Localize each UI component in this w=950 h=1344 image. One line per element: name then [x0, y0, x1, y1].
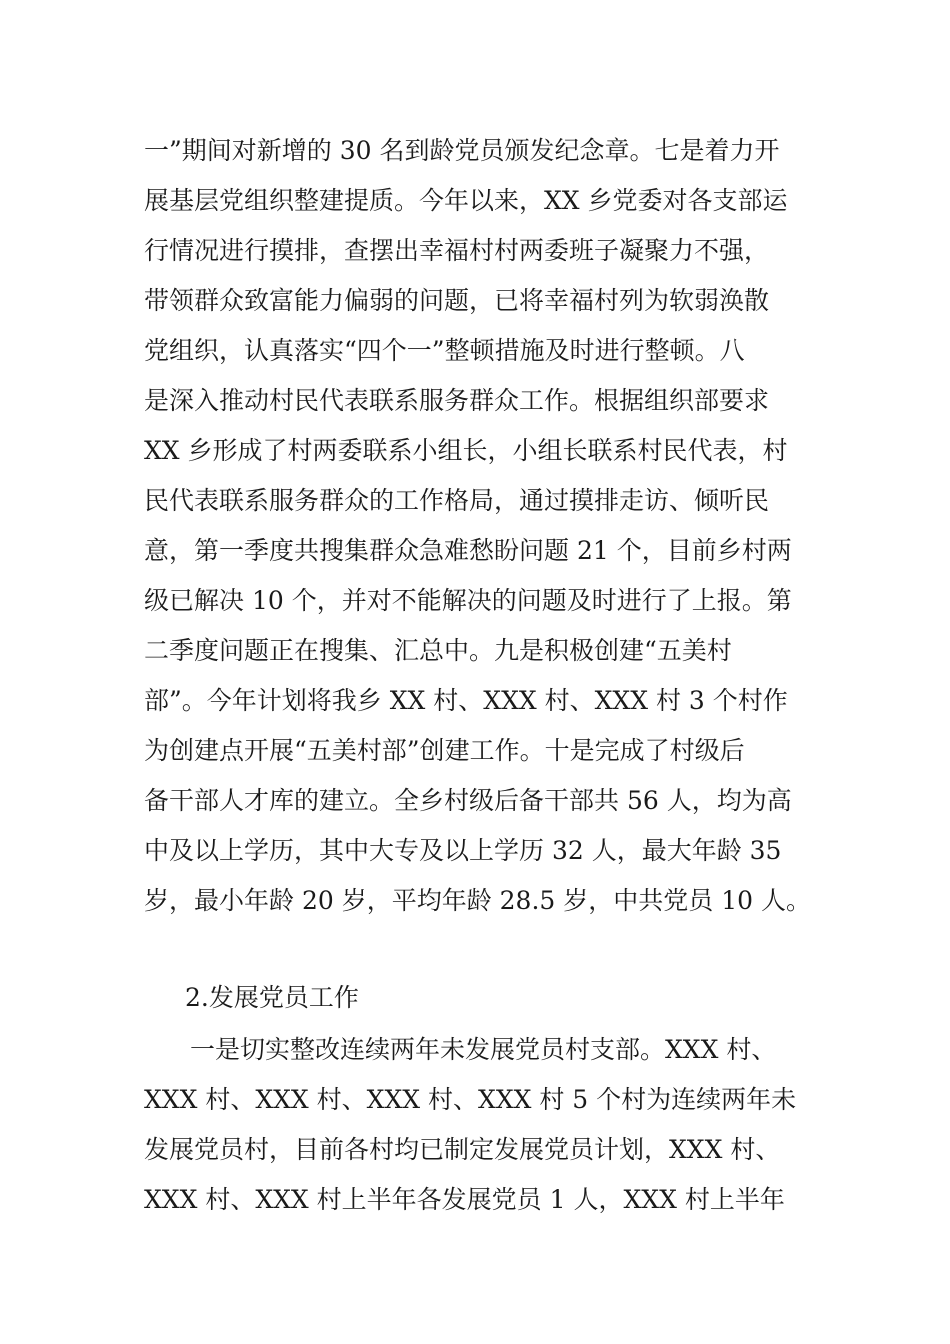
paragraph-line: 民代表联系服务群众的工作格局，通过摸排走访、倾听民 [144, 486, 770, 515]
paragraph-line: XXX 村、XXX 村上半年各发展党员 1 人，XXX 村上半年 [144, 1185, 785, 1214]
paragraph-line: 岁，最小年龄 20 岁，平均年龄 28.5 岁，中共党员 10 人。 [144, 886, 811, 915]
paragraph-line: 党组织，认真落实“四个一”整顿措施及时进行整顿。八 [144, 336, 745, 365]
paragraph-line: 展基层党组织整建提质。今年以来，XX 乡党委对各支部运 [144, 186, 788, 215]
paragraph-line: 带领群众致富能力偏弱的问题，已将幸福村列为软弱涣散 [144, 286, 770, 315]
paragraph-line: XX 乡形成了村两委联系小组长，小组长联系村民代表，村 [144, 436, 788, 465]
paragraph-line: 级已解决 10 个，并对不能解决的问题及时进行了上报。第 [144, 586, 792, 615]
paragraph-line: 发展党员村，目前各村均已制定发展党员计划，XXX 村、 [144, 1135, 781, 1164]
paragraph-line: 备干部人才库的建立。全乡村级后备干部共 56 人，均为高 [144, 786, 792, 815]
paragraph-line: 二季度问题正在搜集、汇总中。九是积极创建“五美村 [144, 636, 732, 665]
paragraph-line: 意，第一季度共搜集群众急难愁盼问题 21 个，目前乡村两 [144, 536, 792, 565]
paragraph-line: 一”期间对新增的 30 名到龄党员颁发纪念章。七是着力开 [144, 136, 780, 165]
paragraph-line: 中及以上学历，其中大专及以上学历 32 人，最大年龄 35 [144, 836, 782, 865]
paragraph-line: 一是切实整改连续两年未发展党员村支部。XXX 村、 [190, 1035, 777, 1064]
paragraph-line: 行情况进行摸排，查摆出幸福村村两委班子凝聚力不强， [144, 236, 770, 265]
paragraph-line: 为创建点开展“五美村部”创建工作。十是完成了村级后 [144, 736, 745, 765]
paragraph-line: 部”。今年计划将我乡 XX 村、XXX 村、XXX 村 3 个村作 [144, 686, 788, 715]
section-heading: 2.发展党员工作 [185, 983, 359, 1012]
paragraph-line: 是深入推动村民代表联系服务群众工作。根据组织部要求 [144, 386, 770, 415]
paragraph-line: XXX 村、XXX 村、XXX 村、XXX 村 5 个村为连续两年未 [144, 1085, 797, 1114]
